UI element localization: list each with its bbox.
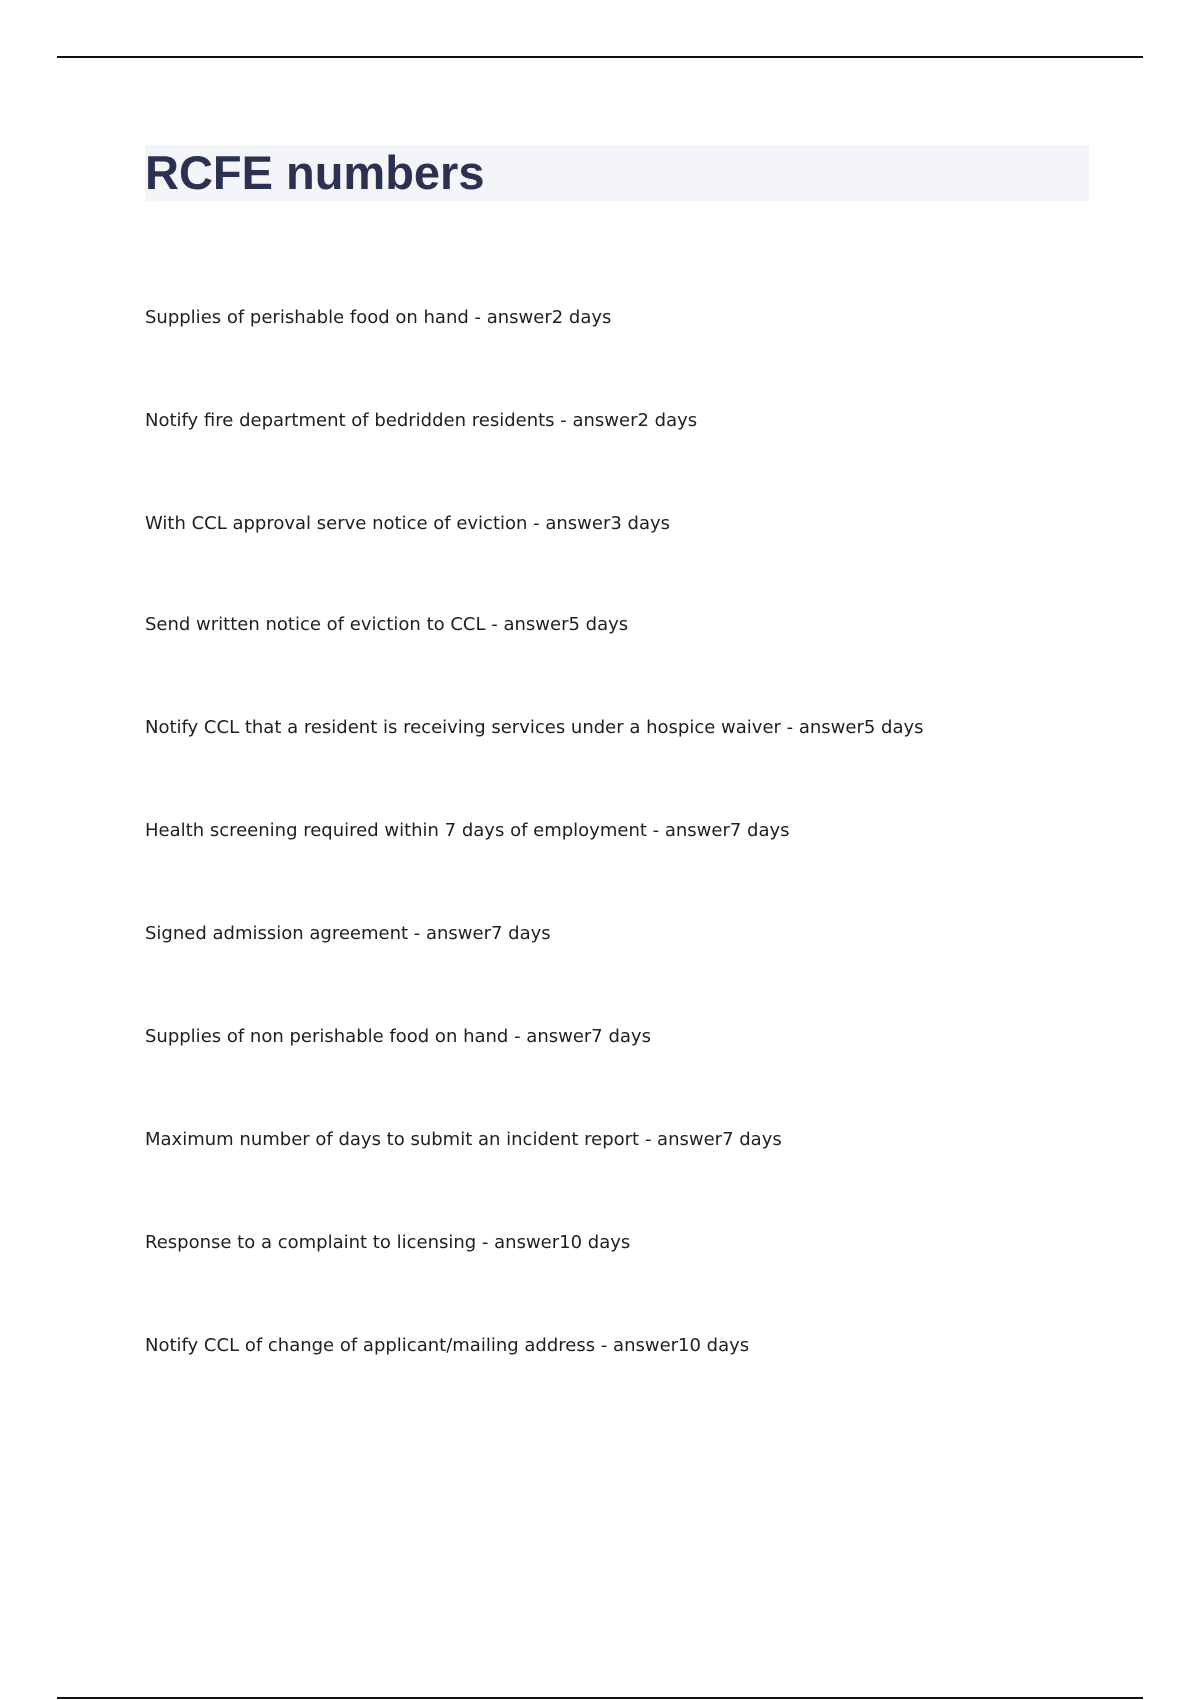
flashcard-item: Notify CCL of change of applicant/mailing address - answer10 days (145, 1335, 750, 1356)
flashcard-item: Notify CCL that a resident is receiving services under a hospice waiver - answer5 days (145, 717, 924, 738)
flashcard-item: Notify fire department of bedridden residents - answer2 days (145, 410, 698, 431)
flashcard-item: Maximum number of days to submit an incident report - answer7 days (145, 1129, 782, 1150)
flashcard-item: Supplies of perishable food on hand - answer2 days (145, 307, 612, 328)
flashcard-item: Signed admission agreement - answer7 days (145, 923, 551, 944)
flashcard-item: Supplies of non perishable food on hand - answer7 days (145, 1026, 651, 1047)
flashcard-item: Health screening required within 7 days of employment - answer7 days (145, 820, 790, 841)
flashcard-item: Response to a complaint to licensing - answer10 days (145, 1232, 631, 1253)
document-title: RCFE numbers (145, 146, 485, 199)
flashcard-item: Send written notice of eviction to CCL - answer5 days (145, 614, 629, 635)
top-divider (57, 56, 1143, 58)
flashcard-item: With CCL approval serve notice of eviction - answer3 days (145, 513, 671, 534)
bottom-divider (57, 1697, 1143, 1699)
